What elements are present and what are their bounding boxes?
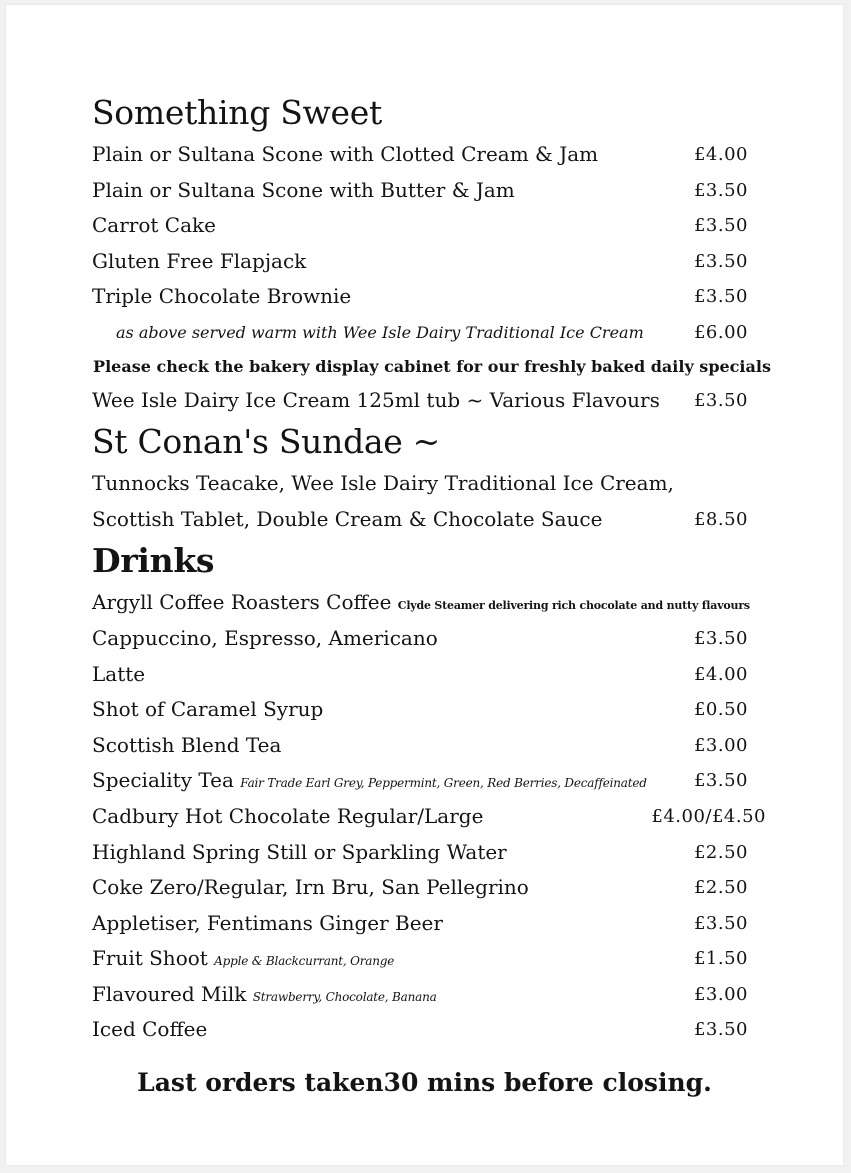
bakery-specials-note — [92, 351, 772, 383]
item-name: as above served warm with Wee Isle Dairy Traditional Ice Cream — [116, 322, 644, 342]
menu-item — [92, 799, 772, 835]
coffee-name: Argyll Coffee Roasters Coffee — [92, 590, 392, 615]
item-name: Carrot Cake — [92, 213, 216, 238]
item-price: £3.00 — [693, 983, 748, 1005]
item-price: £2.50 — [693, 877, 748, 899]
item-price: £4.00 — [693, 663, 748, 685]
item-price: £8.50 — [693, 508, 748, 530]
menu-item — [92, 244, 772, 280]
coffee-heading-row — [92, 585, 772, 621]
drink-name: Flavoured Milk — [92, 981, 247, 1006]
coffee-detail: Clyde Steamer delivering rich chocolate and nutty flavours — [397, 599, 750, 613]
menu-item — [92, 621, 772, 657]
drink-detail: Strawberry, Chocolate, Banana — [252, 989, 437, 1004]
item-name — [92, 763, 647, 802]
item-name: Gluten Free Flapjack — [92, 248, 307, 273]
something-sweet-heading: Something Sweet — [92, 93, 382, 132]
item-price: £4.00 — [693, 144, 748, 165]
item-price: £3.50 — [693, 250, 748, 272]
menu-item — [92, 835, 772, 871]
item-name — [92, 1012, 207, 1048]
menu-item — [92, 728, 772, 764]
item-price: £3.50 — [693, 770, 748, 792]
item-name — [92, 977, 437, 1016]
item-price: £1.50 — [693, 948, 748, 970]
item-name — [92, 692, 323, 728]
menu-item — [92, 208, 772, 244]
item-name — [92, 585, 750, 624]
drink-name: Highland Spring Still or Sparkling Water — [92, 839, 507, 864]
item-name: Tunnocks Teacake, Wee Isle Dairy Traditional Ice Cream, — [92, 471, 674, 496]
menu-item — [92, 1012, 772, 1048]
drink-name: Cadbury Hot Chocolate Regular/Large — [92, 803, 484, 828]
item-name — [92, 799, 483, 835]
item-name — [92, 728, 281, 764]
menu-item — [92, 173, 772, 209]
item-name — [92, 870, 529, 906]
item-price: £0.50 — [693, 699, 748, 721]
item-price: £3.50 — [693, 179, 748, 201]
drink-name: Iced Coffee — [92, 1017, 208, 1042]
menu-item — [92, 692, 772, 728]
item-price: £4.00/£4.50 — [651, 805, 766, 827]
drinks-heading: Drinks — [92, 541, 215, 581]
drink-name: Coke Zero/Regular, Irn Bru, San Pellegrino — [92, 875, 529, 900]
drink-name: Fruit Shoot — [92, 946, 208, 971]
menu-item — [92, 657, 772, 693]
item-price: £3.00 — [693, 734, 748, 756]
last-orders-note: Last orders taken30 mins before closing. — [137, 1068, 712, 1097]
item-name: Wee Isle Dairy Ice Cream 125ml tub ~ Various Flavours — [92, 387, 660, 412]
menu-item — [92, 906, 772, 942]
item-name — [92, 657, 145, 693]
menu-item — [92, 763, 772, 799]
menu-item — [92, 870, 772, 906]
menu-page — [6, 5, 843, 1165]
drink-name: Latte — [92, 661, 146, 686]
item-price: £2.50 — [693, 841, 748, 863]
menu-item — [92, 941, 772, 977]
drink-name: Appletiser, Fentimans Ginger Beer — [92, 910, 443, 935]
sundae-description-line — [92, 466, 772, 502]
menu-item — [92, 279, 772, 315]
brownie-warm-option — [92, 315, 772, 351]
menu-item — [92, 383, 772, 419]
drink-name: Cappuccino, Espresso, Americano — [92, 625, 438, 650]
item-name — [92, 941, 394, 980]
item-price: £3.50 — [693, 286, 748, 308]
drink-detail: Apple & Blackcurrant, Orange — [214, 954, 395, 969]
item-name: Plain or Sultana Scone with Butter & Jam — [92, 177, 515, 202]
drink-name: Speciality Tea — [92, 768, 234, 793]
item-price: £3.50 — [693, 912, 748, 934]
drink-detail: Fair Trade Earl Grey, Peppermint, Green, Red Berries, Decaffeinated — [240, 776, 647, 791]
item-name — [92, 835, 507, 871]
item-price: £3.50 — [693, 389, 748, 411]
item-name: Plain or Sultana Scone with Clotted Cream & Jam — [92, 142, 599, 166]
item-name: Triple Chocolate Brownie — [92, 284, 352, 309]
menu-item — [92, 977, 772, 1013]
item-name: Scottish Tablet, Double Cream & Chocolate Sauce — [92, 506, 603, 531]
item-price: £6.00 — [693, 321, 748, 343]
item-price: £3.50 — [693, 627, 748, 649]
item-price: £3.50 — [693, 215, 748, 237]
menu-content — [92, 89, 772, 1048]
drink-name: Scottish Blend Tea — [92, 732, 282, 757]
menu-item — [92, 137, 772, 173]
drink-name: Shot of Caramel Syrup — [92, 697, 324, 722]
sundae-description-line — [92, 502, 772, 538]
item-name — [92, 906, 443, 942]
item-name — [92, 621, 438, 657]
sundae-heading: St Conan's Sundae ~ — [92, 422, 441, 462]
item-price: £3.50 — [693, 1019, 748, 1041]
note-text: Please check the bakery display cabinet for our freshly baked daily specials — [93, 356, 771, 376]
